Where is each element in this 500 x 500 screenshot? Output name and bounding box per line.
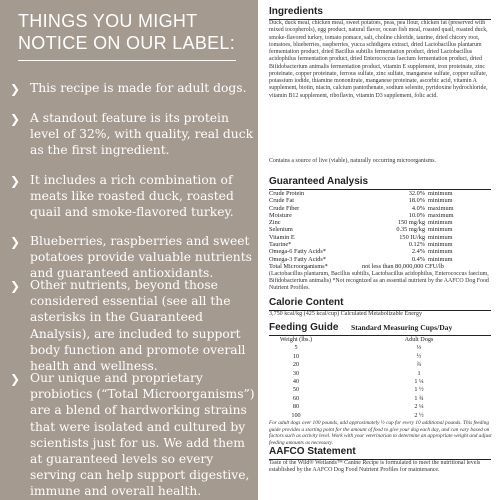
- nutrition-facts-panel: [258, 0, 500, 500]
- feeding-guide-row: 100 2 ½: [291, 411, 424, 419]
- chevron-right-icon: ❯: [10, 82, 21, 96]
- ga-row: Omega-6 Fatty Acids* 2.4% minimum: [269, 248, 453, 256]
- feeding-guide-title: Feeding Guide: [269, 322, 339, 333]
- calorie-content-title: Calorie Content: [269, 297, 344, 308]
- feeding-guide-row: 40 1 ¼: [292, 377, 424, 385]
- ga-row: Omega-3 Fatty Acids* 0.4% minimum: [269, 255, 453, 263]
- guaranteed-analysis-title: Guaranteed Analysis: [269, 176, 369, 187]
- ga-row: Crude Protein 32.0% minimum: [269, 190, 453, 197]
- feeding-guide-row: 80 2 ¼: [292, 403, 424, 411]
- ingredients-text: Duck, duck meal, chicken meal, sweet potatoes, peas, pea flour, chicken fat (preserved with mixed tocopherols), egg product, natural flavor, ocean fish meal, roasted quail, roasted duck, smoke-flavored turkey, tomato pomace, salt, choline chloride, taurine, dried chicory root, tomatoes, blueberries, raspberries, yucca schidigera extract, dried Lactobacillus plantarum fermentation product, dried Bacillus subtilis fermentation product, dried Lactobacillus acidophilus fermentation product, dried Enterococcus faecium fermentation product, dried Bifidobacterium animalis fermentation product, vitamin E supplement, iron proteinate, zinc proteinate, copper proteinate, ferrous sulfate, zinc sulfate, manganese sulfate, copper sulfate, potassium iodide, thiamine mononitrate, manganese proteinate, ascorbic acid, vitamin A supplement, biotin, niacin, calcium pantothenate, sodium selenite, pyridoxine hydrochloride, vitamin B12 supplement, riboflavin, vitamin D3 supplement, folic acid.: [269, 20, 488, 99]
- ga-row: Taurine* 0.12% minimum: [269, 241, 453, 249]
- ga-row: Moisture 10.0% maximum: [269, 211, 454, 219]
- highlight-text: A standout feature is its protein level of 32%, with quality, real duck as the first ingredient.: [30, 111, 254, 158]
- heading-divider: [18, 60, 236, 61]
- feeding-guide-row: 50 1 ½: [292, 386, 424, 394]
- feeding-guide-row: 10 ½: [292, 352, 422, 360]
- feeding-guide-table: [269, 336, 493, 420]
- chevron-right-icon: ❯: [10, 372, 21, 386]
- aafco-statement-text: Taste of the Wild® Wetlands™ Canine Recipe is formulated to meet the nutritional levels established by the AAFCO Dog Food Nutrient Profiles for maintenance.: [269, 460, 481, 474]
- highlight-text: This recipe is made for adult dogs.: [30, 81, 247, 95]
- feeding-guide-row: 5 ⅓: [294, 344, 422, 352]
- chevron-right-icon: ❯: [10, 174, 21, 188]
- ga-row: Crude Fiber 4.0% maximum: [269, 204, 454, 212]
- microorganisms-note: Contains a source of live (viable), naturally occurring microorganisms.: [269, 158, 437, 164]
- ga-row: Crude Fat 18.0% minimum: [269, 197, 453, 205]
- feeding-guide-subtitle: Standard Measuring Cups/Day: [351, 323, 453, 332]
- guaranteed-analysis-table: [269, 190, 493, 270]
- feeding-guide-header-row: Weight (lbs.) Adult Dogs: [279, 336, 434, 343]
- highlight-text: Blueberries, raspberries and sweet potatoes provide valuable nutrients and guaranteed antioxidants.: [30, 234, 252, 281]
- highlight-text: Our unique and proprietary probiotics (“Total Microorganisms”) are a blend of hardworking strains that were isolated and cultured by scientists just for us. We add them at guaranteed levels so every serving can help support digestive, immune and overall health.: [30, 371, 255, 499]
- ga-row: Selenium 0.35 mg/kg minimum: [269, 226, 453, 234]
- chevron-right-icon: ❯: [10, 235, 21, 249]
- ingredients-title: Ingredients: [269, 6, 323, 17]
- ga-footnote: (Lactobacillus plantarum, Bacillus subtilis, Lactobacillus acidophilus, Enterococcus faecium, Bifidobacterium animalis) *Not recognized as an essential nutrient by the AAFCO Dog Food Nutrient Profiles.: [269, 271, 489, 292]
- feeding-guide-row: 30 1: [292, 369, 421, 377]
- highlight-text: Other nutrients, beyond those considered essential (see all the asterisks in the Guaranteed Analysis), are included to support body function and promote overall health and wellness.: [30, 278, 246, 374]
- ga-row: Zinc 150 mg/kg minimum: [269, 219, 453, 227]
- feeding-guide-note: For adult dogs over 100 pounds, add approximately ½ cup for every 10 additional pounds. This feeding guide provides a starting point for the amount of food to give your dog each day, and can vary based on factors such as activity level. Work with your veterinarian to determine an appropriate weight and adjust feeding amounts as necessary.: [269, 420, 492, 446]
- ga-row: Total Microorganisms* not less than 80,000,000 CFU/lb: [269, 262, 444, 270]
- feeding-guide-row: 60 1 ¾: [292, 394, 424, 402]
- feeding-guide-row: 20 ¾: [292, 361, 422, 369]
- calorie-text: 3,750 kcal/kg (425 kcal/cup) Calculated Metabolizable Energy: [269, 311, 423, 317]
- highlight-text: It includes a rich combination of meats like roasted duck, roasted quail and smoke-flavored turkey.: [30, 173, 234, 220]
- chevron-right-icon: ❯: [10, 112, 21, 126]
- chevron-right-icon: ❯: [10, 279, 21, 293]
- ga-row: Vitamin E 150 IU/kg minimum: [269, 233, 453, 241]
- panel-heading: [18, 10, 248, 61]
- panel-heading-text: THINGS YOU MIGHT NOTICE ON OUR LABEL:: [18, 11, 236, 53]
- aafco-statement-title: AAFCO Statement: [269, 446, 356, 457]
